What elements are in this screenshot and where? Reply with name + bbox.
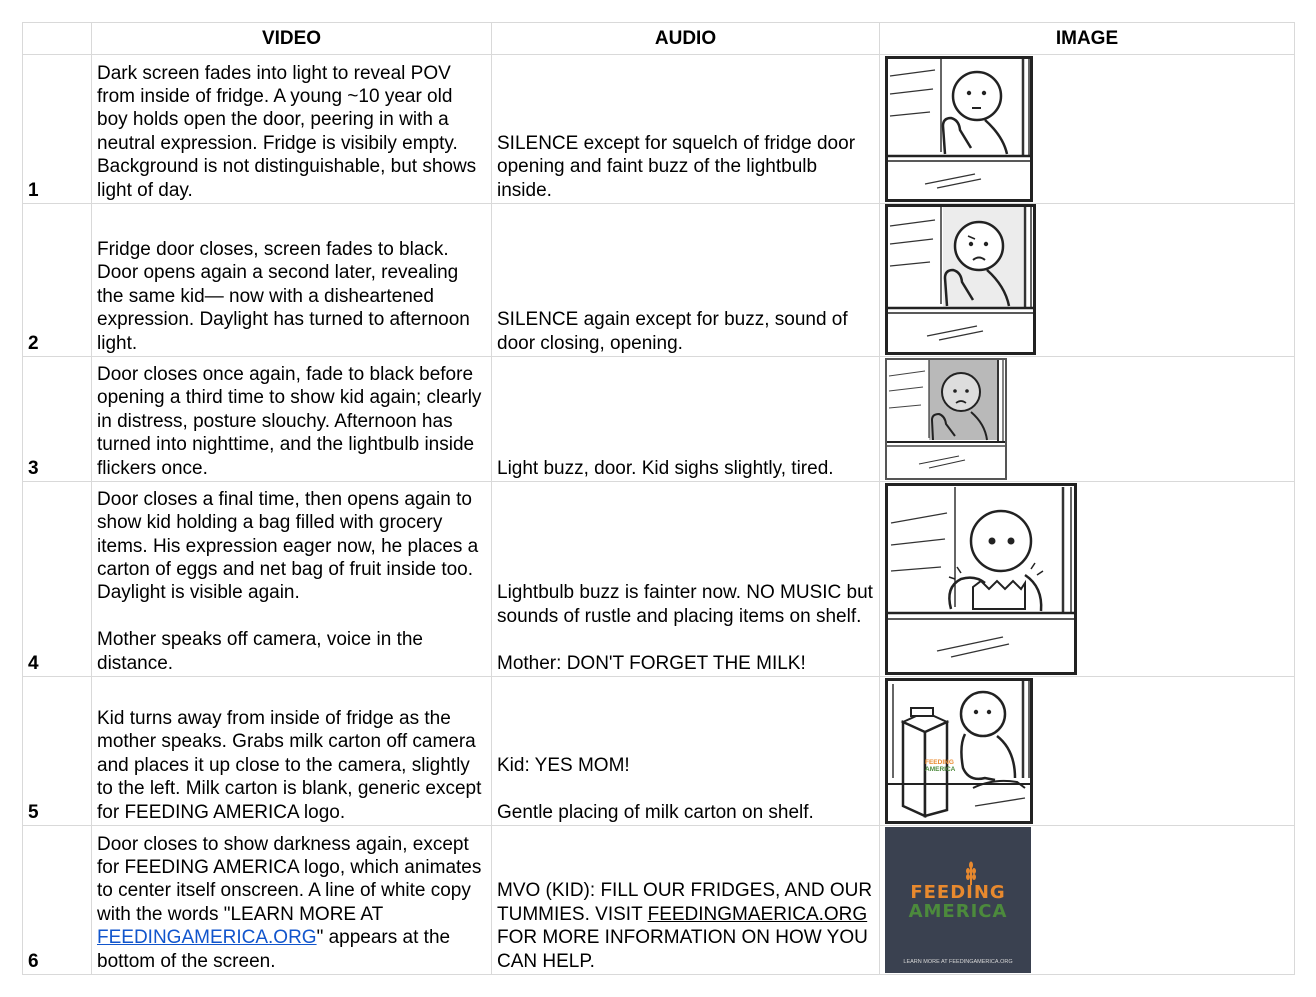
- row-number: 6: [23, 826, 92, 975]
- header-number: [23, 23, 92, 55]
- feeding-america-end-card: [885, 827, 1031, 973]
- table-row: [23, 677, 1295, 826]
- table-row: [23, 357, 1295, 482]
- carton-logo-bottom: AMERICA: [925, 766, 956, 773]
- audio-url-text: FEEDINGMAERICA.ORG: [647, 903, 868, 925]
- audio-cell: Lightbulb buzz is fainter now. NO MUSIC but sounds of rustle and placing items on shelf. Mother: DON'T FORGET THE MILK!: [492, 482, 880, 677]
- storyboard-table: [22, 22, 1295, 975]
- video-cell: Door closes a final time, then opens again to show kid holding a bag filled with grocery items. His expression eager now, he places a carton of eggs and net bag of fruit inside too. Daylight is visible again. Mother speaks off camera, voice in the distance.: [92, 482, 492, 677]
- logo-feeding: FEEDING: [910, 882, 1006, 903]
- fridge-pov-milk-carton-icon: [885, 678, 1033, 824]
- image-cell: [880, 482, 1295, 677]
- image-cell: [880, 204, 1295, 357]
- row-number: 1: [23, 55, 92, 204]
- row-number: 2: [23, 204, 92, 357]
- image-cell: [880, 677, 1295, 826]
- image-cell: [880, 826, 1295, 975]
- video-cell: [92, 826, 492, 975]
- video-text-end: " appears at the bottom of the screen.: [97, 927, 451, 972]
- row-number: 5: [23, 677, 92, 826]
- video-cell: Dark screen fades into light to reveal POV from inside of fridge. A young ~10 year old boy holds open the door, peering in with a neutral expression. Fridge is visibily empty. Background is not distinguishable, but shows light of day.: [92, 55, 492, 204]
- audio-cell: Light buzz, door. Kid sighs slightly, tired.: [492, 357, 880, 482]
- audio-text: MVO (KID): FILL OUR FRIDGES, AND OUR TUMMIES. VISIT: [497, 880, 873, 925]
- row-number: 4: [23, 482, 92, 677]
- video-cell: Kid turns away from inside of fridge as the mother speaks. Grabs milk carton off camera and places it up close to the camera, slightly to the left. Milk carton is blank, generic except for FEEDING AMERICA logo.: [92, 677, 492, 826]
- table-row: [23, 826, 1295, 975]
- logo-america: AMERICA: [908, 901, 1008, 922]
- audio-text-end: FOR MORE INFORMATION ON HOW YOU CAN HELP.: [497, 927, 868, 972]
- header-video: VIDEO: [92, 23, 492, 55]
- fridge-pov-sad-kid-night-icon: [885, 358, 1007, 480]
- header-audio: AUDIO: [492, 23, 880, 55]
- row-number: 3: [23, 357, 92, 482]
- header-image: IMAGE: [880, 23, 1295, 55]
- image-cell: [880, 357, 1295, 482]
- audio-cell: SILENCE again except for buzz, sound of door closing, opening.: [492, 204, 880, 357]
- carton-logo-top: FEEDING: [925, 759, 954, 766]
- fridge-pov-disheartened-kid-icon: [885, 204, 1036, 355]
- end-card-tagline: LEARN MORE AT FEEDINGAMERICA.ORG: [903, 959, 1013, 965]
- audio-cell: SILENCE except for squelch of fridge door opening and faint buzz of the lightbulb inside.: [492, 55, 880, 204]
- header-row: [23, 23, 1295, 55]
- audio-cell: [492, 826, 880, 975]
- fridge-pov-neutral-kid-icon: [885, 56, 1033, 202]
- table-row: [23, 204, 1295, 357]
- feeding-america-link[interactable]: FEEDINGAMERICA.ORG: [97, 927, 317, 949]
- fridge-pov-eager-kid-groceries-icon: [885, 483, 1077, 675]
- video-text: Door closes to show darkness again, except for FEEDING AMERICA logo, which animates to center itself onscreen. A line of white copy with the words "LEARN MORE AT: [97, 833, 482, 925]
- video-cell: Door closes once again, fade to black before opening a third time to show kid again; clearly in distress, posture slouchy. Afternoon has turned into nighttime, and the lightbulb inside flickers once.: [92, 357, 492, 482]
- video-cell: Fridge door closes, screen fades to black. Door opens again a second later, revealing the same kid— now with a disheartened expression. Daylight has turned to afternoon light.: [92, 204, 492, 357]
- audio-cell: Kid: YES MOM! Gentle placing of milk carton on shelf.: [492, 677, 880, 826]
- table-row: [23, 55, 1295, 204]
- image-cell: [880, 55, 1295, 204]
- table-row: [23, 482, 1295, 677]
